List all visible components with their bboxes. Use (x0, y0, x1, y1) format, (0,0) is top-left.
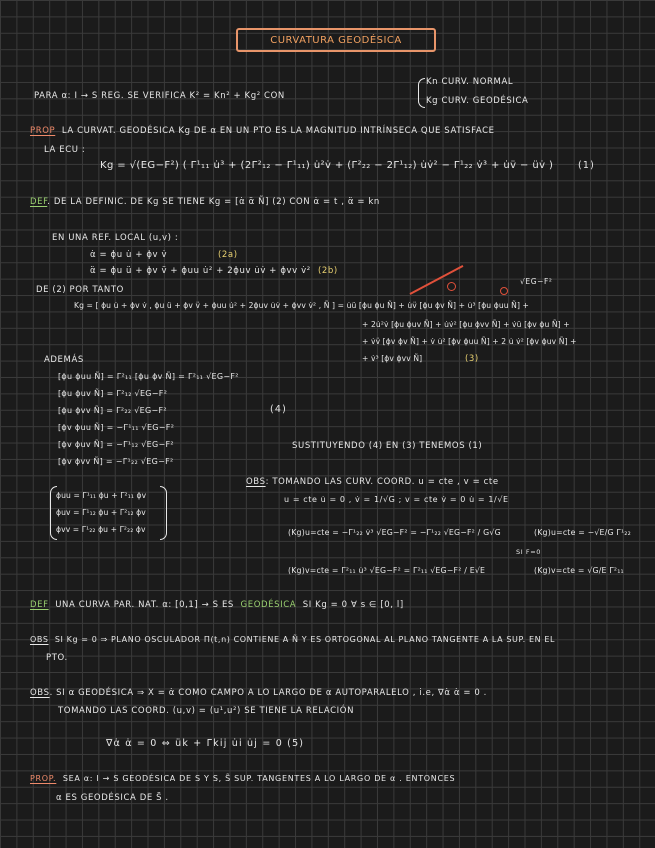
def-2-rest: SI Kg = 0 ∀ s ∈ [0, l] (302, 600, 404, 610)
def-2-geodesic: GEODÉSICA (240, 600, 297, 610)
obs-line-2: u = cte u̇ = 0 , v̇ = 1/√G ; v = cte v̇ = 0 u̇ = 1/√E (284, 495, 509, 504)
christoffel-1: ϕuu = Γ¹₁₁ ϕu + Γ²₁₁ ϕv (56, 491, 147, 500)
line-para: PARA α: I → S REG. SE VERIFICA K² = Kn² + Kg² CON (34, 91, 285, 101)
strike-line (410, 265, 464, 295)
kg-v-const: (Kg)v=cte = Γ²₁₁ u̇³ √EG−F² = Γ²₁₁ √EG−F² / E√E (288, 566, 486, 575)
kg-u-const: (Kg)u=cte = −Γ¹₂₂ v̇³ √EG−F² = −Γ¹₂₂ √EG−F² / G√G (288, 528, 501, 537)
line-kn: Kn CURV. NORMAL (426, 77, 514, 87)
local-ref: EN UNA REF. LOCAL (u,v) : (52, 233, 179, 243)
christoffel-3: ϕvv = Γ¹₂₂ ϕu + Γ²₂₂ ϕv (56, 525, 146, 534)
obs-3-label: OBS (30, 688, 50, 698)
circle-mark-2 (500, 287, 508, 295)
bracket-identity-2: [ϕu ϕuv Ñ] = Γ²₁₂ √EG−F² (58, 389, 168, 398)
def-label: DEF (30, 197, 48, 207)
christoffel-brace-right (160, 486, 167, 540)
radical-note: √EG−F² (520, 277, 553, 286)
bracket-identity-1: [ϕu ϕuu Ñ] = Γ²₁₁ [ϕu ϕv Ñ] = Γ²₁₁ √EG−F² (58, 372, 239, 381)
bracket-identity-6: [ϕv ϕvv Ñ] = −Γ¹₂₂ √EG−F² (58, 457, 174, 466)
prop-label: PROP (30, 126, 56, 136)
kg-expansion-2: + 2u̇²v̇ [ϕu ϕuv Ñ] + u̇v̇² [ϕu ϕvv Ñ] + v̇ü [ϕv ϕu Ñ] + (362, 320, 570, 329)
obs-2-label: OBS (30, 635, 49, 644)
prop-2-text: SEA α: I → S GEODÉSICA DE S Y S, S̃ SUP. TANGENTES A LO LARGO DE α . ENTONCES (62, 774, 456, 783)
def-2-label: DEF (30, 600, 49, 610)
obs-3-text: . SI α GEODÉSICA ⇒ X = α̇ COMO CAMPO A LO LARGO DE α AUTOPARALELO , i.e, ∇α̇ α̇ = 0 . (49, 688, 487, 698)
kg-expansion-4: + v̇³ [ϕv ϕvv Ñ] (362, 354, 423, 363)
equation-2b: α̈ = ϕu ü + ϕv v̈ + ϕuu u̇² + 2ϕuv u̇v̇ + ϕvv v̇² (90, 266, 311, 276)
prop-2-label: PROP. (30, 774, 57, 783)
prop-eq-label: LA ECU : (44, 145, 86, 155)
bracket-identity-3: [ϕu ϕvv Ñ] = Γ²₂₂ √EG−F² (58, 406, 167, 415)
prop-text: LA CURVAT. GEODÉSICA Kg DE α EN UN PTO ES LA MAGNITUD INTRÍNSECA QUE SATISFACE (61, 126, 495, 136)
circle-mark (447, 282, 456, 291)
bracket-identity-number: (4) (270, 404, 288, 415)
ademas-label: ADEMÁS (44, 355, 84, 365)
def-2-text: UNA CURVA PAR. NAT. α: [0,1] → S ES (55, 600, 234, 610)
def-text: . DE LA DEFINIC. DE Kg SE TIENE Kg = [α̇ α̈ Ñ] (2) CON α̇ = t , α̈ = kn (47, 197, 380, 207)
obs-text: : TOMANDO LAS CURV. COORD. u = cte , v = cte (265, 477, 499, 487)
equation-1-number: (1) (578, 160, 596, 171)
kg-expansion-3: + v̇v̈ [ϕv ϕv Ñ] + v̇ u̇² [ϕv ϕuu Ñ] + 2 u̇ v̇² [ϕv ϕuv Ñ] + (362, 337, 577, 346)
kg-v-const-result: (Kg)v=cte = √G/E Γ²₁₁ (534, 566, 624, 575)
obs-2-line-2: PTO. (46, 653, 68, 663)
brace-left (418, 78, 425, 108)
prop-2-line-2: α ES GEODÉSICA DE S̃ . (56, 793, 169, 803)
equation-1: Kg = √(EG−F²) ( Γ¹₁₁ u̇³ + (2Γ²₁₂ − Γ¹₁₁) u̇²v̇ + (Γ²₂₂ − 2Γ¹₁₂) u̇v̇² − Γ¹₂₂ v̇³ + u̇v̈ − üv̇ ) (100, 160, 554, 171)
equation-2a-number: (2a) (218, 250, 238, 260)
kg-expansion-1: Kg = [ ϕu u̇ + ϕv v̇ , ϕu ü + ϕv v̈ + ϕuu u̇² + 2ϕuv u̇v̇ + ϕvv v̇² , Ñ ] = u̇ü [ϕu ϕu Ñ] + u̇v̈ [ϕu ϕv Ñ] + u̇³ [ϕu ϕuu Ñ] + (74, 301, 530, 310)
page-title: CURVATURA GEODÉSICA (270, 34, 402, 46)
equation-5: ∇α̇ α̇ = 0 ⇔ ük + Γkij u̇i u̇j = 0 (5) (106, 738, 305, 749)
equation-2a: α̇ = ϕu u̇ + ϕv v̇ (90, 250, 168, 260)
line-kg: Kg CURV. GEODÉSICA (426, 96, 529, 106)
if-f-zero-note: SI F=0 (516, 548, 542, 556)
obs-2-text: SI Kg = 0 ⇒ PLANO OSCULADOR Π(t,n) CONTIENE A Ñ Y ES ORTOGONAL AL PLANO TANGENTE A LA SUP. EN EL (54, 635, 556, 644)
title-box (236, 28, 436, 52)
bracket-identity-4: [ϕv ϕuu Ñ] = −Γ¹₁₁ √EG−F² (58, 423, 175, 432)
substitution-note: SUSTITUYENDO (4) EN (3) TENEMOS (1) (292, 441, 483, 451)
por-tanto: DE (2) POR TANTO (36, 285, 124, 295)
kg-expansion-number: (3) (465, 354, 479, 364)
christoffel-2: ϕuv = Γ¹₁₂ ϕu + Γ²₁₂ ϕv (56, 508, 146, 517)
bracket-identity-5: [ϕv ϕuv Ñ] = −Γ¹₁₂ √EG−F² (58, 440, 174, 449)
equation-2b-number: (2b) (318, 266, 338, 276)
obs-label: OBS (246, 477, 266, 487)
kg-u-const-result: (Kg)u=cte = −√E/G Γ¹₂₂ (534, 528, 631, 537)
obs-3-line-2: TOMANDO LAS COORD. (u,v) = (u¹,u²) SE TIENE LA RELACIÓN (58, 706, 355, 716)
